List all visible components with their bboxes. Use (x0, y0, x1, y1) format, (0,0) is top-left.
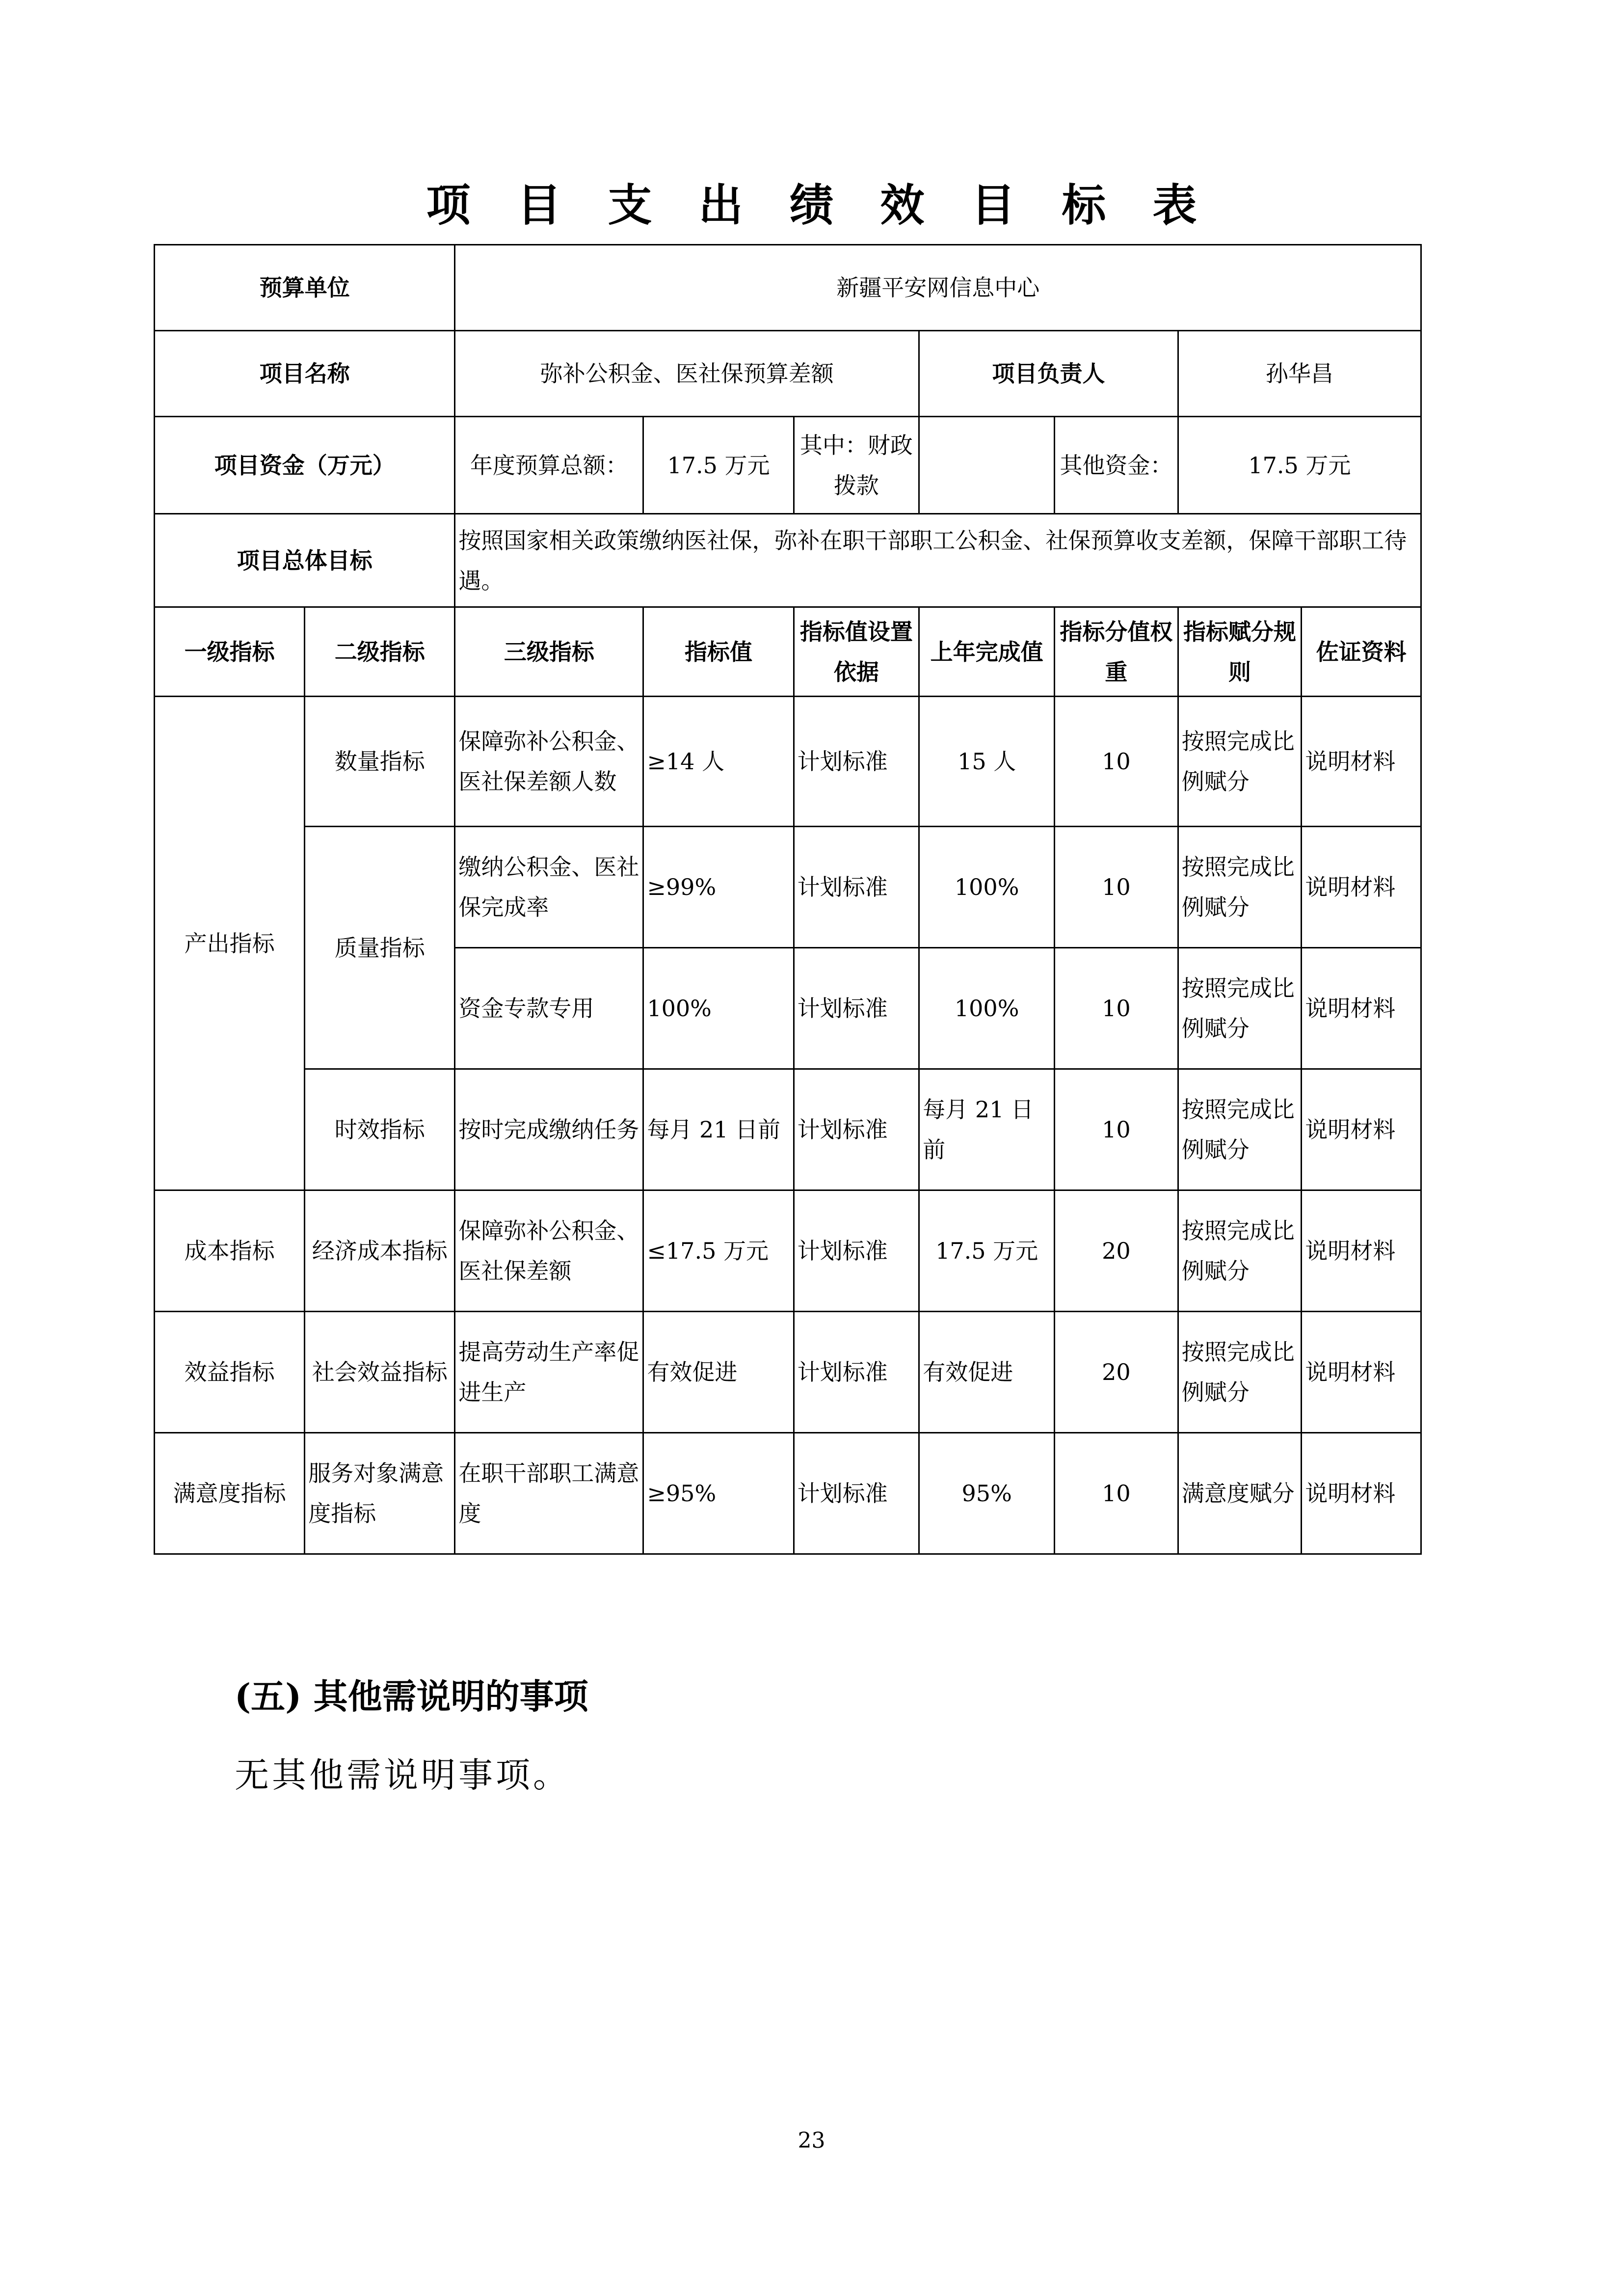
table-row (155, 1190, 1421, 1312)
table-row (155, 697, 1421, 827)
value-cell: 有效促进 (643, 1312, 794, 1433)
evidence-cell: 说明材料 (1302, 1069, 1421, 1190)
value-cell: ≥14 人 (643, 697, 794, 827)
header-row (155, 607, 1421, 697)
budget-unit-row (155, 245, 1421, 331)
evidence-cell: 说明材料 (1302, 1312, 1421, 1433)
level1-cell: 成本指标 (155, 1190, 305, 1312)
level1-cell: 满意度指标 (155, 1433, 305, 1554)
rule-cell: 满意度赋分 (1178, 1433, 1302, 1554)
value-cell: ≥95% (643, 1433, 794, 1554)
rule-cell: 按照完成比例赋分 (1178, 697, 1302, 827)
value-cell: 100% (643, 948, 794, 1069)
annual-budget-label: 年度预算总额： (455, 417, 643, 514)
header-level2: 二级指标 (305, 607, 455, 697)
evidence-cell: 说明材料 (1302, 1433, 1421, 1554)
last-year-cell: 15 人 (919, 697, 1055, 827)
header-level3: 三级指标 (455, 607, 643, 697)
section-heading: (五) 其他需说明的事项 (235, 1676, 588, 1717)
header-weight: 指标分值权重 (1055, 607, 1178, 697)
level2-cell: 社会效益指标 (305, 1312, 455, 1433)
budget-unit-value: 新疆平安网信息中心 (455, 245, 1421, 331)
table-row (155, 1312, 1421, 1433)
header-basis: 指标值设置依据 (794, 607, 919, 697)
evidence-cell: 说明材料 (1302, 827, 1421, 948)
project-name-value: 弥补公积金、医社保预算差额 (455, 331, 919, 417)
level3-cell: 资金专款专用 (455, 948, 643, 1069)
other-funds-label: 其他资金： (1055, 417, 1178, 514)
page-number: 23 (798, 2128, 825, 2153)
performance-target-table (154, 244, 1422, 1555)
rule-cell: 按照完成比例赋分 (1178, 1190, 1302, 1312)
table-row (155, 1433, 1421, 1554)
header-rule: 指标赋分规则 (1178, 607, 1302, 697)
funds-label: 项目资金（万元） (155, 417, 455, 514)
last-year-cell: 100% (919, 827, 1055, 948)
basis-cell: 计划标准 (794, 1190, 919, 1312)
level1-cell: 产出指标 (155, 697, 305, 1190)
rule-cell: 按照完成比例赋分 (1178, 948, 1302, 1069)
evidence-cell: 说明材料 (1302, 697, 1421, 827)
value-cell: ≤17.5 万元 (643, 1190, 794, 1312)
level2-cell: 时效指标 (305, 1069, 455, 1190)
rule-cell: 按照完成比例赋分 (1178, 1069, 1302, 1190)
weight-cell: 10 (1055, 1069, 1178, 1190)
header-last-year: 上年完成值 (919, 607, 1055, 697)
evidence-cell: 说明材料 (1302, 1190, 1421, 1312)
fiscal-value (919, 417, 1055, 514)
level3-cell: 在职干部职工满意度 (455, 1433, 643, 1554)
header-evidence: 佐证资料 (1302, 607, 1421, 697)
overall-goal-row (155, 514, 1421, 607)
header-level1: 一级指标 (155, 607, 305, 697)
section-text: 无其他需说明事项。 (235, 1755, 570, 1795)
weight-cell: 10 (1055, 697, 1178, 827)
level3-cell: 提高劳动生产率促进生产 (455, 1312, 643, 1433)
annual-budget-value: 17.5 万元 (643, 417, 794, 514)
level2-cell: 质量指标 (305, 827, 455, 1069)
weight-cell: 20 (1055, 1190, 1178, 1312)
fiscal-label: 其中：财政拨款 (794, 417, 919, 514)
last-year-cell: 每月 21 日前 (919, 1069, 1055, 1190)
basis-cell: 计划标准 (794, 1312, 919, 1433)
last-year-cell: 有效促进 (919, 1312, 1055, 1433)
basis-cell: 计划标准 (794, 948, 919, 1069)
value-cell: ≥99% (643, 827, 794, 948)
header-value: 指标值 (643, 607, 794, 697)
level3-cell: 保障弥补公积金、医社保差额人数 (455, 697, 643, 827)
other-funds-value: 17.5 万元 (1178, 417, 1421, 514)
weight-cell: 10 (1055, 948, 1178, 1069)
project-leader-label: 项目负责人 (919, 331, 1178, 417)
rule-cell: 按照完成比例赋分 (1178, 1312, 1302, 1433)
level3-cell: 按时完成缴纳任务 (455, 1069, 643, 1190)
budget-unit-label: 预算单位 (155, 245, 455, 331)
level3-cell: 缴纳公积金、医社保完成率 (455, 827, 643, 948)
last-year-cell: 17.5 万元 (919, 1190, 1055, 1312)
project-funds-row (155, 417, 1421, 514)
evidence-cell: 说明材料 (1302, 948, 1421, 1069)
value-cell: 每月 21 日前 (643, 1069, 794, 1190)
project-name-label: 项目名称 (155, 331, 455, 417)
table-row (155, 1069, 1421, 1190)
project-name-row (155, 331, 1421, 417)
level3-cell: 保障弥补公积金、医社保差额 (455, 1190, 643, 1312)
level1-cell: 效益指标 (155, 1312, 305, 1433)
weight-cell: 10 (1055, 1433, 1178, 1554)
project-leader-value: 孙华昌 (1178, 331, 1421, 417)
overall-goal-label: 项目总体目标 (155, 514, 455, 607)
table-row (155, 827, 1421, 948)
weight-cell: 20 (1055, 1312, 1178, 1433)
basis-cell: 计划标准 (794, 697, 919, 827)
weight-cell: 10 (1055, 827, 1178, 948)
basis-cell: 计划标准 (794, 1069, 919, 1190)
basis-cell: 计划标准 (794, 1433, 919, 1554)
overall-goal-value: 按照国家相关政策缴纳医社保，弥补在职干部职工公积金、社保预算收支差额，保障干部职工待遇。 (455, 514, 1421, 607)
rule-cell: 按照完成比例赋分 (1178, 827, 1302, 948)
level2-cell: 服务对象满意度指标 (305, 1433, 455, 1554)
basis-cell: 计划标准 (794, 827, 919, 948)
last-year-cell: 100% (919, 948, 1055, 1069)
last-year-cell: 95% (919, 1433, 1055, 1554)
level2-cell: 经济成本指标 (305, 1190, 455, 1312)
page-title: 项目支出绩效目标表 (426, 179, 1244, 231)
level2-cell: 数量指标 (305, 697, 455, 827)
